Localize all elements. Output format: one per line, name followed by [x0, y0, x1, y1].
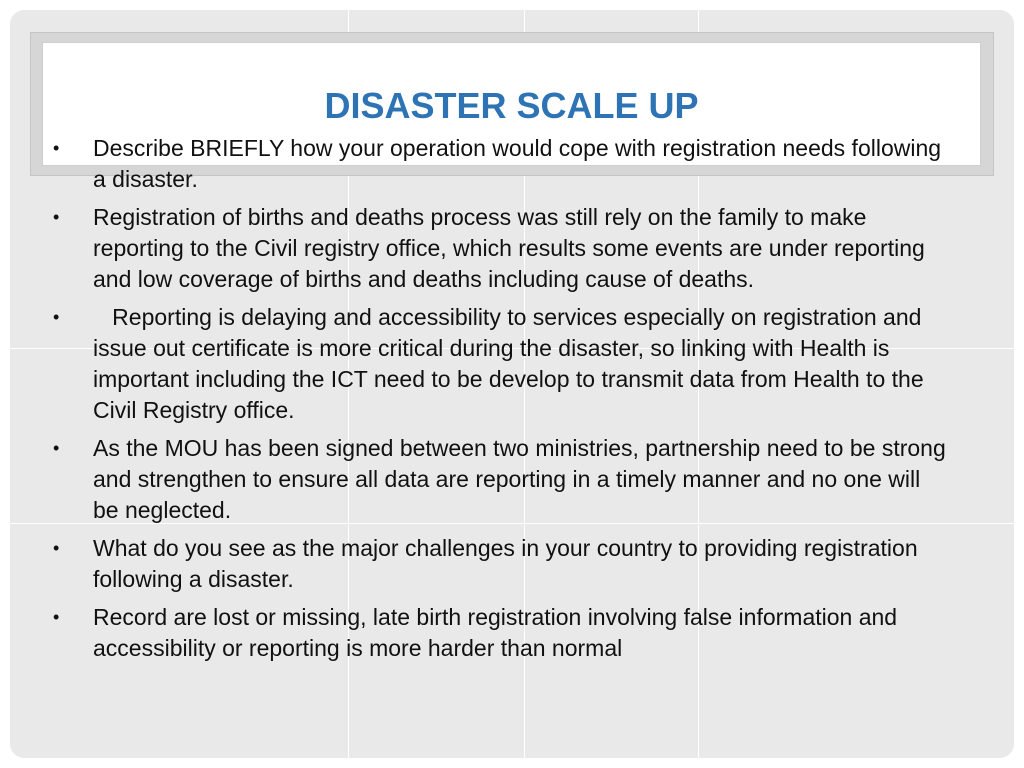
bullet-item	[50, 533, 950, 595]
bullet-text: Registration of births and deaths process was still rely on the family to make reporting to the Civil registry office, which results some events are under reporting and low coverage of births and deaths including cause of deaths.	[93, 204, 925, 292]
bullet-text: As the MOU has been signed between two ministries, partnership need to be strong and strengthen to ensure all data are reporting in a timely manner and no one will be neglected.	[93, 435, 946, 523]
bullet-icon: •	[53, 607, 60, 627]
bullet-text: Describe BRIEFLY how your operation would cope with registration needs following a disaster.	[93, 135, 942, 192]
bullet-icon: •	[53, 538, 60, 558]
bullet-item	[50, 202, 950, 295]
bullet-item	[50, 133, 950, 195]
bullet-item	[50, 433, 950, 526]
bullet-item	[50, 302, 950, 426]
bullet-text: What do you see as the major challenges in your country to providing registration following a disaster.	[93, 535, 918, 592]
bullet-icon: •	[53, 138, 60, 158]
bullet-list	[50, 133, 950, 671]
bullet-icon: •	[53, 307, 60, 327]
bullet-text: Reporting is delaying and accessibility to services especially on registration and issue out certificate is more critical during the disaster, so linking with Health is important including the ICT need to be develop to transmit data from Health to the Civil Registry office.	[93, 304, 930, 423]
bullet-icon: •	[53, 438, 60, 458]
bullet-item	[50, 602, 950, 664]
bullet-text: Record are lost or missing, late birth registration involving false information and accessibility or reporting is more harder than normal	[93, 604, 898, 661]
bullet-icon: •	[53, 207, 60, 227]
slide-title: DISASTER SCALE UP	[324, 85, 699, 126]
